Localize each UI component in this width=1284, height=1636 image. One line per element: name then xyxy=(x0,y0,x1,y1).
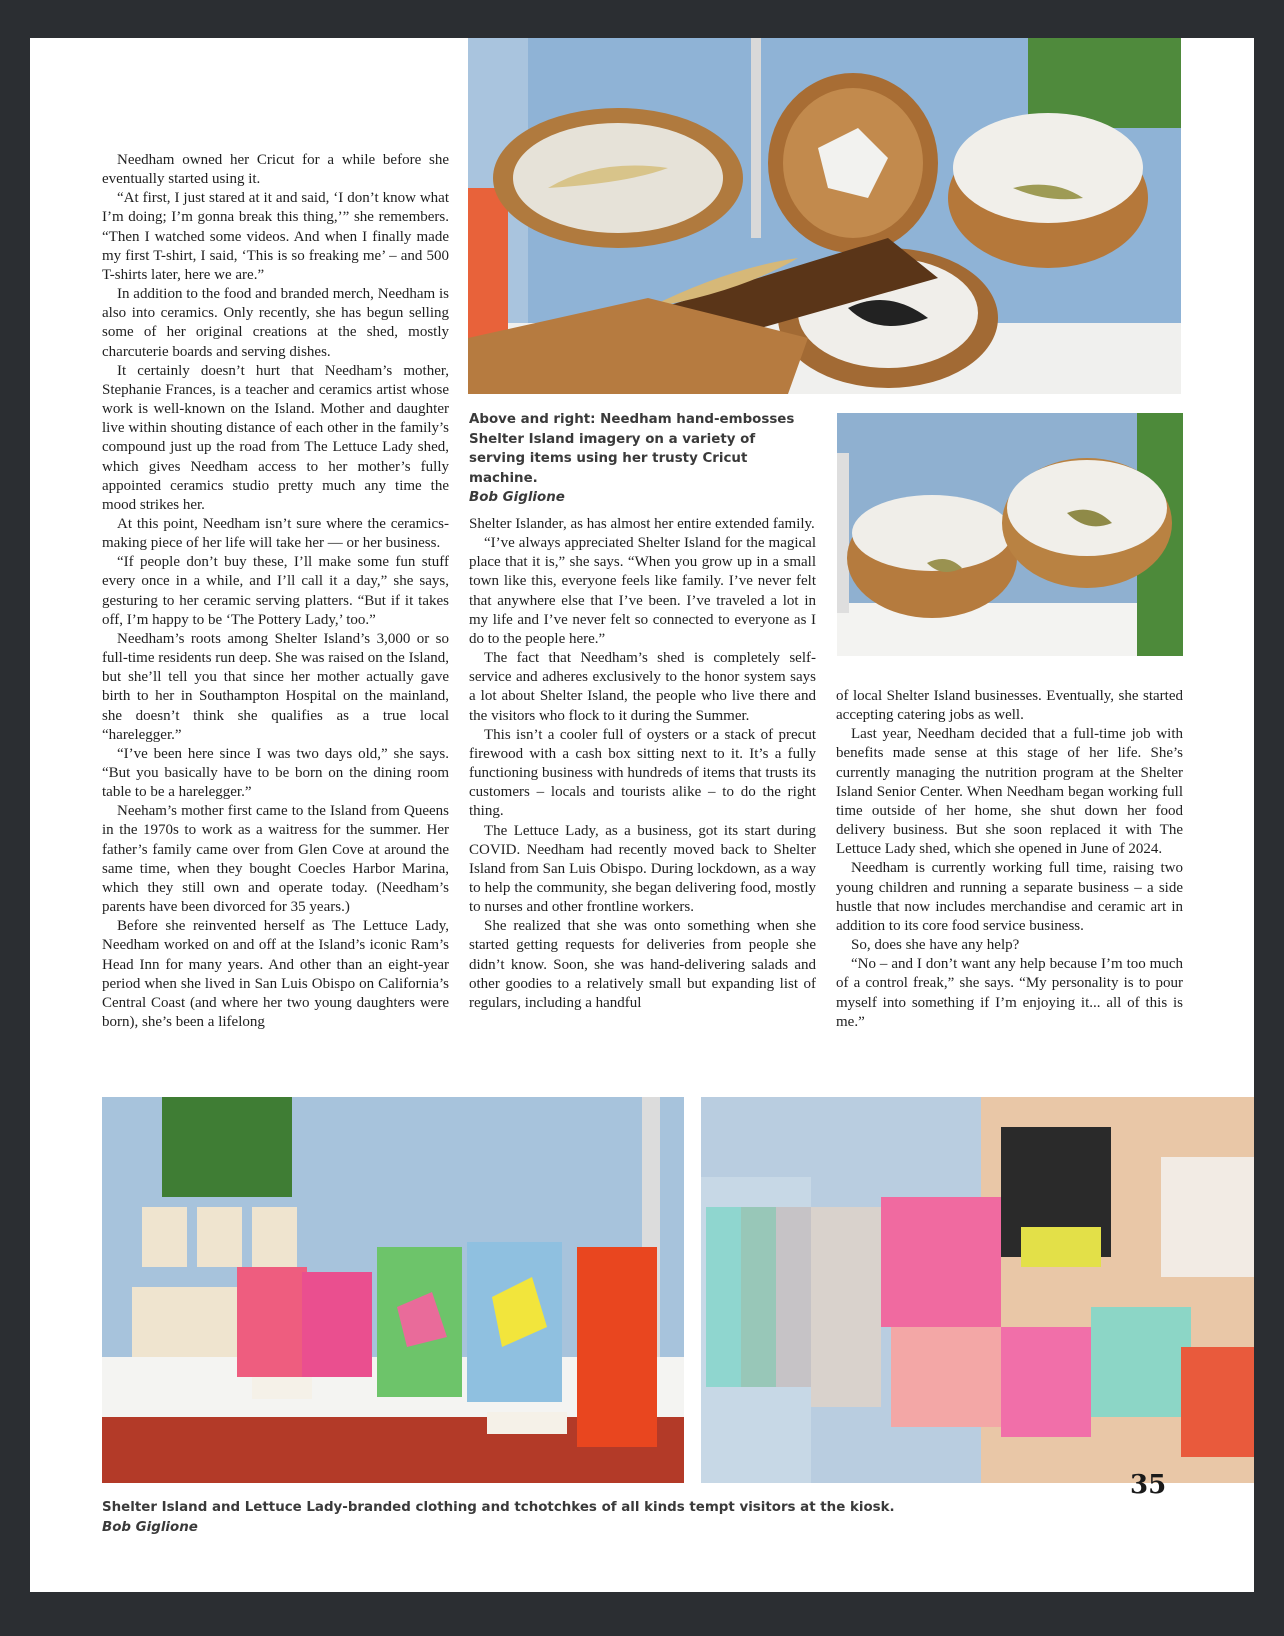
paragraph: The fact that Needham’s shed is completely self-service and adheres exclusively to the honor system says a lot about Shelter Island, the people who live there and the visitors who flock to it during the Summer. xyxy=(469,650,816,724)
paragraph: At this point, Needham isn’t sure where the ceramics-making piece of her life will take her — or her business. xyxy=(102,515,449,552)
article-column-2 xyxy=(469,515,816,1013)
paragraph: “No – and I don’t want any help because I’m too much of a control freak,” she says. “My personality is to pour myself into something if I’m enjoying it... all of this is me.” xyxy=(836,956,1183,1030)
paragraph: “At first, I just stared at it and said, ‘I don’t know what I’m doing; I’m gonna break this thing,’” she remembers. “Then I watched some videos. And when I finally made my first T-shirt, I said, ‘This is so freaking me’ – and 500 T-shirts later, here we are.” xyxy=(102,190,449,283)
photo-koozies xyxy=(102,1097,684,1483)
caption-text: Shelter Island and Lettuce Lady-branded clothing and tchotchkes of all kinds tempt visitors at the kiosk. xyxy=(102,1500,895,1515)
caption-text: Above and right: Needham hand-embosses Shelter Island imagery on a variety of serving items using her trusty Cricut machine. xyxy=(469,412,795,486)
photo-serving-boards xyxy=(468,38,1181,394)
paragraph: She realized that she was onto something when she started getting requests for deliveries from people she didn’t know. Soon, she was hand-delivering salads and other goodies to a relatively small but expanding list of regulars, including a handful xyxy=(469,918,816,1011)
paragraph: So, does she have any help? xyxy=(851,937,1020,954)
paragraph: “I’ve always appreciated Shelter Island for the magical place that it is,” she says. “When you grow up in a small town like this, everyone feels like family. I’ve never felt that anywhere else that I’ve been. I’ve traveled a lot in my life and I’ve never felt so connected to everyone as I do to the people here.” xyxy=(469,535,816,647)
paragraph: Neeham’s mother first came to the Island from Queens in the 1970s to work as a waitress for the summer. Her father’s family came over from Glen Cove at around the same time, when they bought Coecles Harbor Marina, which they still own and operate today. (Needham’s parents have been divorced for 35 years.) xyxy=(102,803,449,916)
page-number: 35 xyxy=(1130,1470,1167,1500)
paragraph: Last year, Needham decided that a full-time job with benefits made sense at this stage of her life. She’s currently managing the nutrition program at the Shelter Island Senior Center. When Needham began working full time outside of her home, she shut down her food delivery business. But she soon replaced it with The Lettuce Lady shed, which she opened in June of 2024. xyxy=(836,726,1183,858)
photo-credit: Bob Giglione xyxy=(469,490,565,505)
paragraph: In addition to the food and branded merch, Needham is also into ceramics. Only recently, she has begun selling some of her original creations at the shed, mostly charcuterie boards and serving dishes. xyxy=(102,286,449,360)
paragraph: “If people don’t buy these, I’ll make some fun stuff every once in a while, and I’ll call it a day,” she says, gesturing to her ceramic serving platters. “But if it takes off, I’m happy to be ‘The Pottery Lady,’ too.” xyxy=(102,554,449,628)
paragraph: The Lettuce Lady, as a business, got its start during COVID. Needham had recently moved back to Shelter Island from San Luis Obispo. During lockdown, as a way to help the community, she began delivering food, mostly to nurses and other frontline workers. xyxy=(469,822,816,916)
paragraph: This isn’t a cooler full of oysters or a stack of precut firewood with a cash box sitting next to it. It’s a fully functioning business with hundreds of items that trusts its customers – locals and tourists alike – to do the right thing. xyxy=(469,726,816,820)
paragraph: “I’ve been here since I was two days old,” she says. “But you basically have to be born on the dining room table to be a harelegger.” xyxy=(102,745,449,801)
article-column-3 xyxy=(836,687,1183,1032)
photo-credit: Bob Giglione xyxy=(102,1519,198,1535)
photo-bowls xyxy=(837,413,1183,656)
paragraph: Shelter Islander, as has almost her entire extended family. xyxy=(469,516,815,532)
photo-clothing xyxy=(701,1097,1254,1483)
paragraph: of local Shelter Island businesses. Eventually, she started accepting catering jobs as well. xyxy=(836,688,1183,724)
paragraph: Needham’s roots among Shelter Island’s 3,000 or so full-time residents run deep. She was raised on the Island, but she’ll tell you that since her mother actually gave birth to her in Southampton Hospital on the mainland, she doesn’t think she qualifies as a true local “harelegger.” xyxy=(102,630,449,743)
caption-bottom xyxy=(102,1498,1002,1537)
caption-top xyxy=(469,410,809,508)
paragraph: Needham owned her Cricut for a while before she eventually started using it. xyxy=(102,152,449,188)
paragraph: Needham is currently working full time, raising two young children and running a separate business – a side hustle that now includes merchandise and ceramic art in addition to its core food service business. xyxy=(836,860,1183,934)
paragraph: It certainly doesn’t hurt that Needham’s mother, Stephanie Frances, is a teacher and ceramics artist whose work is well-known on the Island. Mother and daughter live within shouting distance of each other in the family’s compound just up the road from The Lettuce Lady shed, which gives Needham access to her mother’s fully appointed ceramics studio pretty much any time the mood strikes her. xyxy=(102,362,449,513)
paragraph: Before she reinvented herself as The Lettuce Lady, Needham worked on and off at the Island’s iconic Ram’s Head Inn for many years. And other than an eight-year period when she lived in San Luis Obispo on California’s Central Coast (and where her two young daughters were born), she’s been a lifelong xyxy=(102,918,449,1031)
article-column-1 xyxy=(102,151,449,1032)
